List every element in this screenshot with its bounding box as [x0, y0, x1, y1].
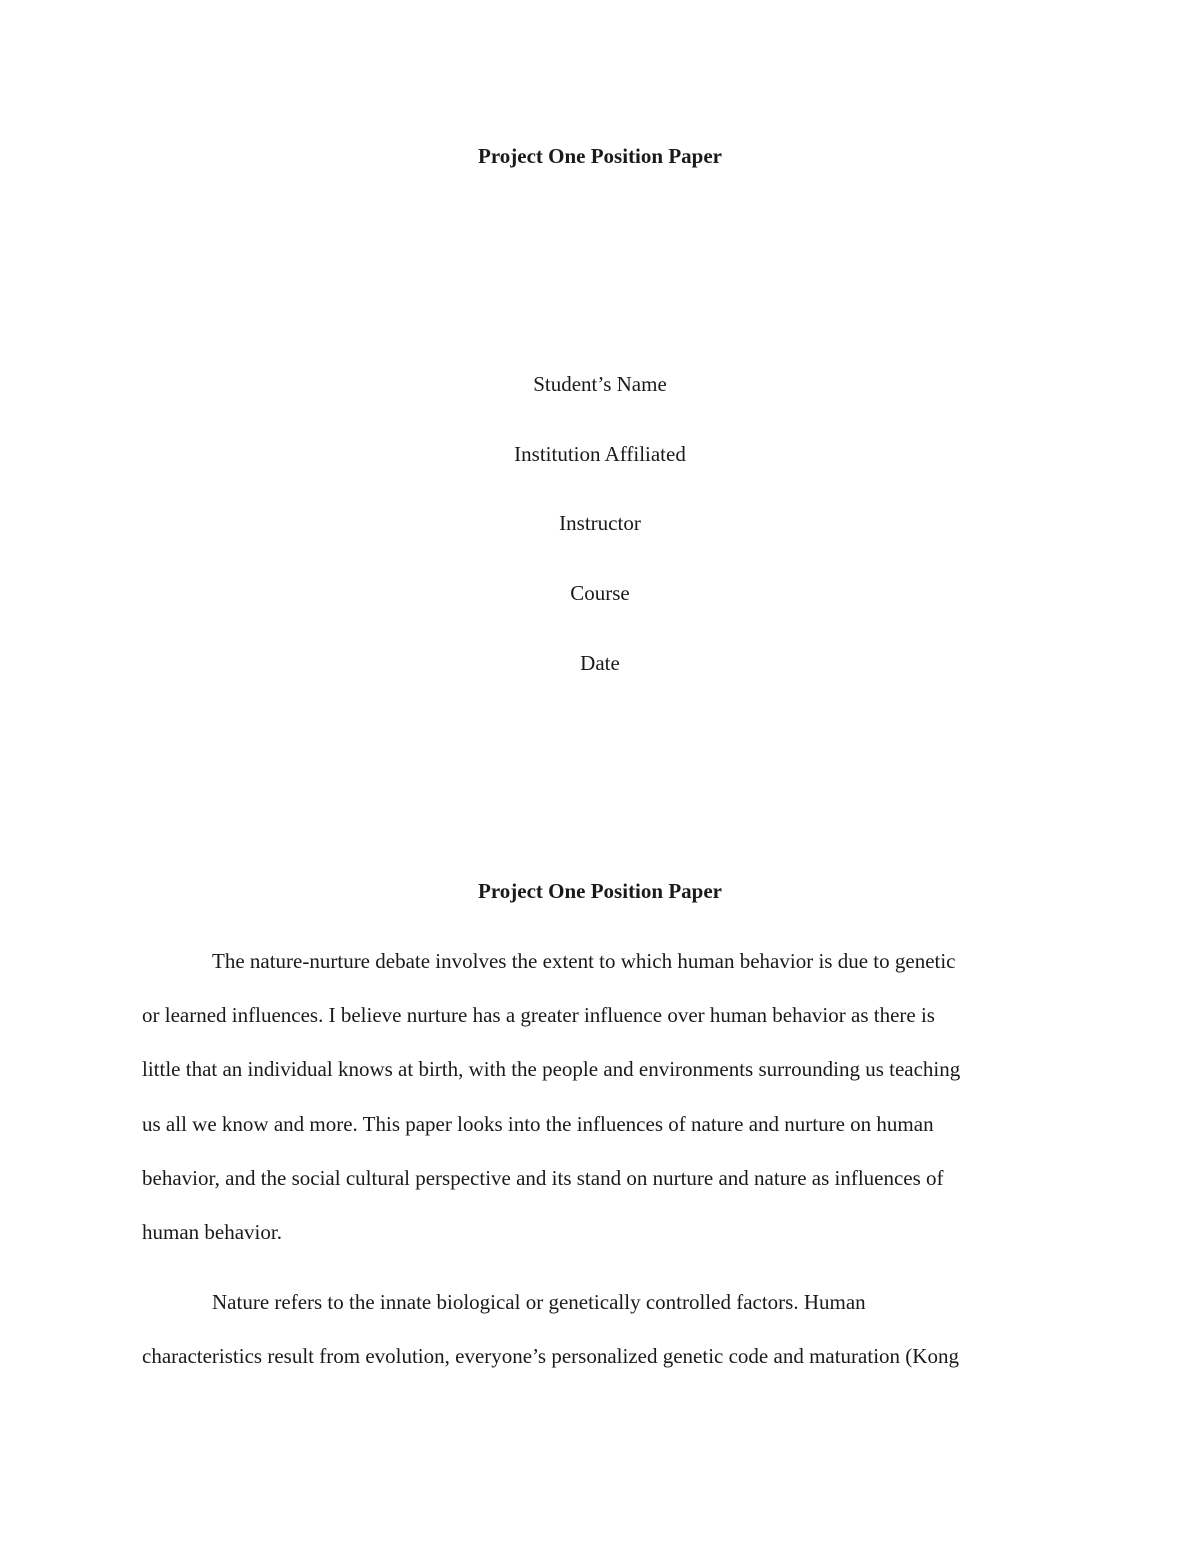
paragraph-line: us all we know and more. This paper looks into the influences of nature and nurture on human [142, 1112, 934, 1136]
paragraph-line: or learned influences. I believe nurture has a greater influence over human behavior as there is [142, 1003, 935, 1027]
student-name: Student’s Name [533, 372, 667, 396]
paragraph-line: behavior, and the social cultural perspective and its stand on nurture and nature as influences of [142, 1166, 944, 1190]
paragraph-line: little that an individual knows at birth, with the people and environments surrounding us teaching [142, 1057, 961, 1081]
body-heading: Project One Position Paper [478, 879, 722, 903]
cover-title: Project One Position Paper [478, 144, 722, 168]
paragraph-line: characteristics result from evolution, everyone’s personalized genetic code and maturation (Kong [142, 1344, 959, 1368]
instructor: Instructor [559, 511, 641, 535]
paragraph-line: Nature refers to the innate biological or genetically controlled factors. Human [212, 1290, 866, 1314]
institution-affiliated: Institution Affiliated [514, 442, 686, 466]
paragraph-line: human behavior. [142, 1220, 282, 1244]
paragraph-line: The nature-nurture debate involves the extent to which human behavior is due to genetic [212, 949, 956, 973]
course: Course [570, 581, 630, 605]
date: Date [580, 651, 620, 675]
